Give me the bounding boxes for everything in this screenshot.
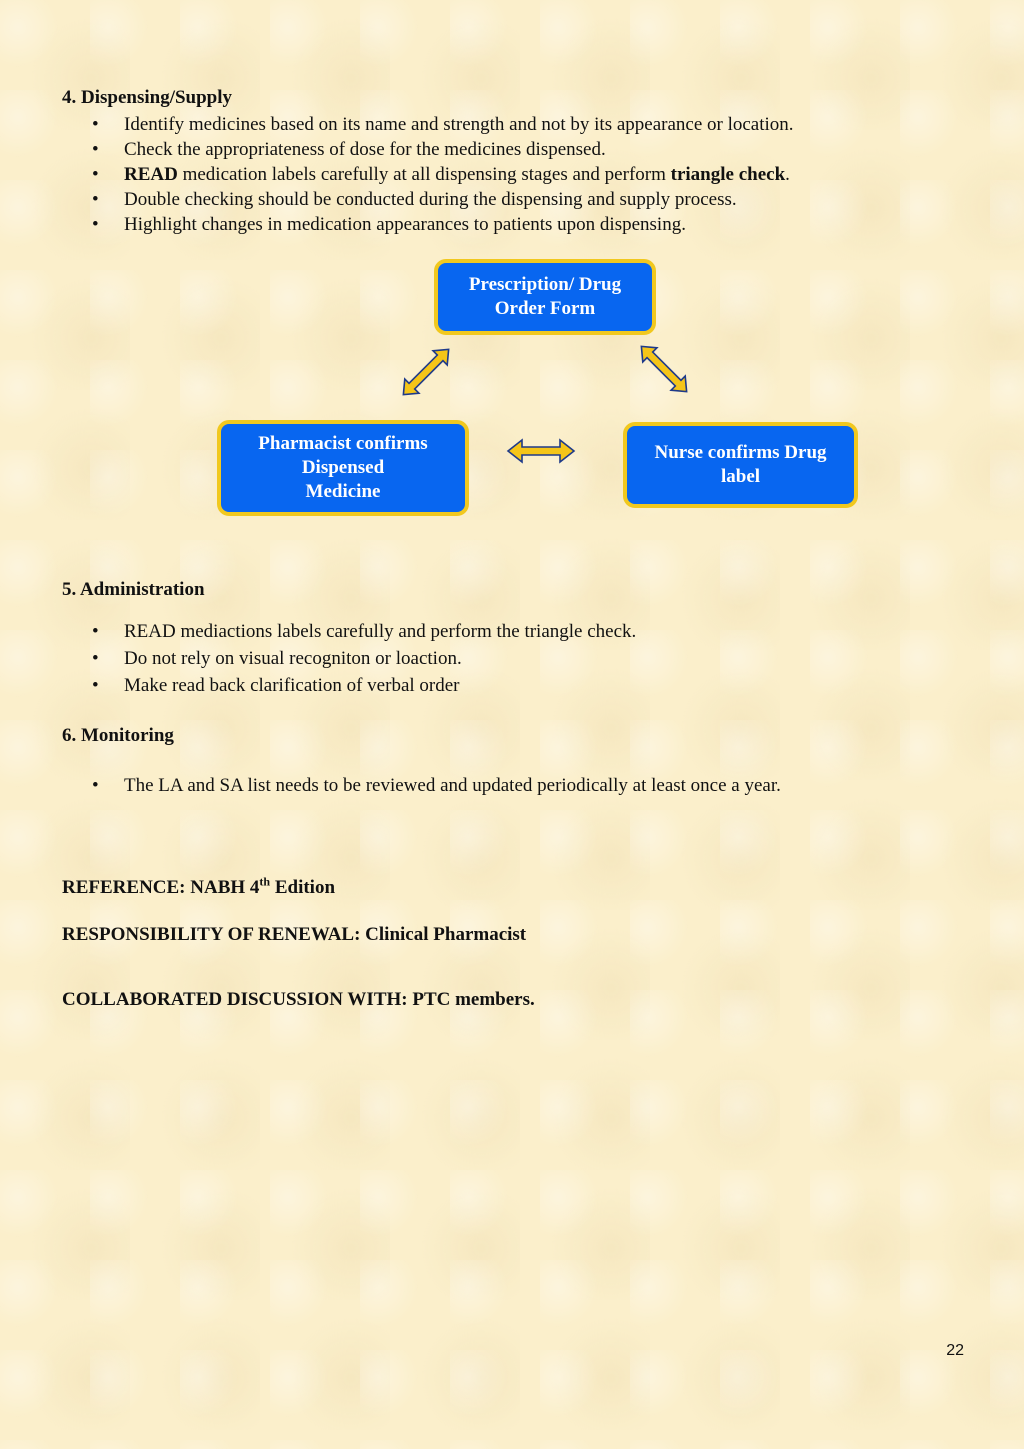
list-item: • READ mediactions labels carefully and perform the triangle check. — [62, 618, 636, 645]
list-item: • Check the appropriateness of dose for the medicines dispensed. — [62, 137, 794, 162]
diagram-box-label: Nurse confirms Drug label — [654, 442, 827, 487]
list-item: • The LA and SA list needs to be reviewed and updated periodically at least once a year. — [62, 772, 781, 799]
dispensing-list — [62, 112, 794, 237]
section-heading-administration: 5. Administration — [62, 579, 205, 600]
arrow-shape — [508, 440, 574, 462]
double-arrow-icon — [398, 346, 454, 398]
list-item: • Do not rely on visual recogniton or loaction. — [62, 645, 636, 672]
reference-line — [62, 874, 336, 899]
arrow-shape — [398, 346, 454, 398]
list-item: • Make read back clarification of verbal order — [62, 672, 636, 699]
double-arrow-icon — [636, 342, 692, 396]
monitoring-list — [62, 772, 781, 799]
list-item — [62, 162, 794, 187]
section-heading-dispensing: 4. Dispensing/Supply — [62, 87, 233, 108]
collaboration-line: COLLABORATED DISCUSSION WITH: PTC members. — [62, 989, 535, 1010]
bold-text: triangle check — [670, 164, 786, 185]
page-number: 22 — [946, 1342, 964, 1359]
diagram-box-label: Prescription/ Drug Order Form — [468, 274, 622, 319]
arrow-shape — [636, 342, 692, 396]
responsibility-line: RESPONSIBILITY OF RENEWAL: Clinical Pharmacist — [62, 924, 527, 945]
list-item: • Double checking should be conducted during the dispensing and supply process. — [62, 187, 794, 212]
administration-list — [62, 618, 636, 699]
section-heading-monitoring: 6. Monitoring — [62, 725, 174, 746]
diagram-box-prescription — [434, 259, 656, 335]
list-item-text: . — [785, 164, 790, 185]
reference-text: REFERENCE: NABH 4 — [62, 877, 260, 898]
bold-text: READ — [124, 164, 178, 185]
diagram-box-nurse — [623, 422, 858, 508]
double-arrow-icon — [506, 436, 576, 466]
reference-text: Edition — [270, 877, 336, 898]
diagram-box-label: Pharmacist confirms Dispensed Medicine — [258, 433, 428, 502]
list-item: • Highlight changes in medication appearances to patients upon dispensing. — [62, 212, 794, 237]
diagram-box-pharmacist — [217, 420, 469, 516]
list-item-text: medication labels carefully at all dispensing stages and perform — [177, 164, 671, 185]
list-item: • Identify medicines based on its name and strength and not by its appearance or location. — [62, 112, 794, 137]
reference-superscript: th — [259, 874, 271, 889]
